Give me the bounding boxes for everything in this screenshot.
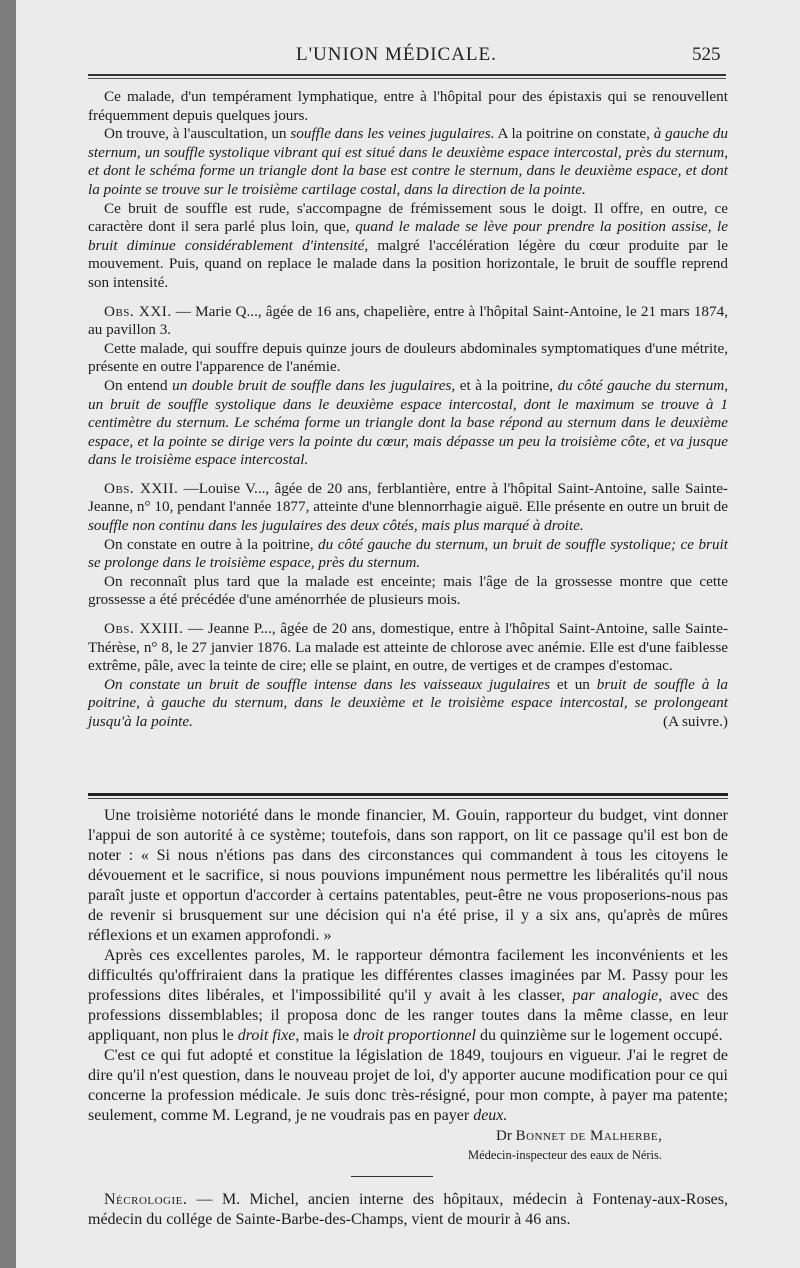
obs20-paragraph-2: On trouve, à l'auscultation, un souffle dans les veines jugulaires. A la poitrine on constate, à gauche du sternum, un souffle systolique vibrant qui est situé dans le deuxième espace intercostal, près du sternum, et dont le schéma forme un triangle dont la base est contre le sternum, dans le deuxième espace, et dont la pointe se trouve sur le troisième cartilage costal, dans la direction de la pointe. xyxy=(88,125,728,198)
necrologie-notice: Nécrologie. — M. Michel, ancien interne des hôpitaux, médecin à Fontenay-aux-Roses, médecin du collége de Sainte-Barbe-des-Champs, vient de mourir à 46 ans. xyxy=(88,1191,728,1228)
section-separator-thin xyxy=(88,798,728,799)
author-name: Bonnet de Malherbe, xyxy=(515,1128,663,1144)
obs22-paragraph-2: On constate en outre à la poitrine, du côté gauche du sternum, un bruit de souffle systolique; ce bruit se prolonge dans le troisième espace, près du sternum. xyxy=(88,535,728,572)
obs21-paragraph-3: On entend un double bruit de souffle dans les jugulaires, et à la poitrine, du côté gauche du sternum, un bruit de souffle systolique dans le deuxième espace intercostal, dont le maximum se trouve à 1 centimètre du sternum. Le schéma forme un triangle dont la base répond au sternum dans le deuxième espace, et la pointe se dirige vers la pointe du cœur, mais dépasse un peu la troisième côte, et va jusque dans le troisième espace intercostal. xyxy=(88,376,728,469)
patente-article xyxy=(88,806,728,1126)
obs23-paragraph-2: On constate un bruit de souffle intense dans les vaisseaux jugulaires et un bruit de souffle à la poitrine, à gauche du sternum, dans le deuxième et le troisième espace intercostal, se prolongeant jusqu'à la pointe. (A suivre.) xyxy=(88,675,729,730)
necrologie-label: Nécrologie. xyxy=(104,1191,188,1208)
obs21-paragraph-1: Obs. XXI. — Marie Q..., âgée de 16 ans, chapelière, entre à l'hôpital Saint-Antoine, le 21 mars 1874, au pavillon 3. xyxy=(88,302,729,339)
running-title: L'UNION MÉDICALE. xyxy=(296,44,497,65)
obs22-paragraph-1: Obs. XXII. —Louise V..., âgée de 20 ans, ferblantière, entre à l'hôpital Saint-Antoine, salle Sainte-Jeanne, n° 10, pendant l'année 1877, atteinte d'une blennorrhagie aiguë. Elle présente en outre un bruit de souffle non continu dans les jugulaires des deux côtés, mais plus marqué à droite. xyxy=(88,479,728,535)
obs23-label: Obs. XXIII. xyxy=(104,620,184,638)
obs20-paragraph-1: Ce malade, d'un tempérament lymphatique, entre à l'hôpital pour des épistaxis qui se renouvellent fréquemment depuis quelques jours. xyxy=(88,88,728,124)
header-rule-thin xyxy=(88,78,726,79)
header-rule xyxy=(88,74,726,76)
obs22-paragraph-3: On reconnaît plus tard que la malade est enceinte; mais l'âge de la grossesse montre que cette grossesse a été précédée d'une aménorrhée de plusieurs mois. xyxy=(88,572,728,609)
observations-section xyxy=(88,88,728,732)
obs22-label: Obs. XXII. xyxy=(104,479,179,497)
to-be-continued: (A suivre.) xyxy=(663,713,728,730)
article-paragraph-3: C'est ce qui fut adopté et constitue la législation de 1849, toujours en vigueur. J'ai le regret de dire qu'il n'est question, dans le nouveau projet de loi, d'y apporter aucune modification pour ce qui concerne la profession médicale. Je suis donc très-résigné, pour mon compte, à payer ma patente; seulement, comme M. Legrand, je ne voudrais pas en payer deux. xyxy=(88,1047,728,1124)
author-signature: Dr Bonnet de Malherbe, xyxy=(496,1128,663,1144)
journal-page xyxy=(16,0,800,1268)
obs20-paragraph-3: Ce bruit de souffle est rude, s'accompagne de frémissement sous le doigt. Il offre, en outre, ce caractère dont il sera parlé plus loin, que, quand le malade se lève pour prendre la position assise, le bruit diminue considérablement d'intensité, malgré l'accélération légère du cœur produite par le mouvement. Puis, quand on replace le malade dans la position horizontale, le bruit de souffle reprend son intensité. xyxy=(88,199,728,291)
article-paragraph-1: Une troisième notoriété dans le monde financier, M. Gouin, rapporteur du budget, vint donner l'appui de son autorité à ce système; toutefois, dans son rapport, on lit ce passage qu'il est bon de noter : « Si nous n'étions pas dans des circonstances qui commandent à tous les citoyens le dévouement et le sacrifice, si nous pouvions impunément nous permettre les libéralités qu'il nous paraît juste et opportun d'accorder à certains patentables, peut-être ne vous proposerions-nous pas de revenir si brusquement sur une décision qui n'a été prise, il y a six ans, qu'après de mûres réflexions et un examen approfondi. » xyxy=(88,807,728,944)
page-header xyxy=(16,44,800,74)
author-title: Médecin-inspecteur des eaux de Néris. xyxy=(468,1148,663,1162)
section-separator xyxy=(88,793,728,796)
ornament-rule xyxy=(351,1176,433,1177)
page-number: 525 xyxy=(692,44,721,65)
obs21-label: Obs. XXI. xyxy=(104,302,172,320)
obs21-paragraph-2: Cette malade, qui souffre depuis quinze jours de douleurs abdominales symptomatiques d'une métrite, présente en outre l'apparence de l'anémie. xyxy=(88,339,728,376)
article-paragraph-2: Après ces excellentes paroles, M. le rapporteur démontra facilement les inconvénients et les difficultés qu'offriraient dans la pratique les différentes classes imaginées par M. Passy pour les professions dites libérales, et l'impossibilité qu'il y avait à les classer, par analogie, avec des professions dissemblables; il proposa donc de les ranger toutes dans la même classe, en leur appliquant, non plus le droit fixe, mais le droit proportionnel du quinzième sur le logement occupé. xyxy=(88,947,728,1044)
obs23-paragraph-1: Obs. XXIII. — Jeanne P..., âgée de 20 ans, domestique, entre à l'hôpital Saint-Antoine, salle Sainte-Thérèse, n° 8, le 27 janvier 1876. La malade est atteinte de chlorose avec anémie. Elle est d'une faiblesse extrême, pâle, avec la teinte de cire; elle se plaint, en outre, de vertiges et de crampes d'estomac. xyxy=(88,620,729,675)
